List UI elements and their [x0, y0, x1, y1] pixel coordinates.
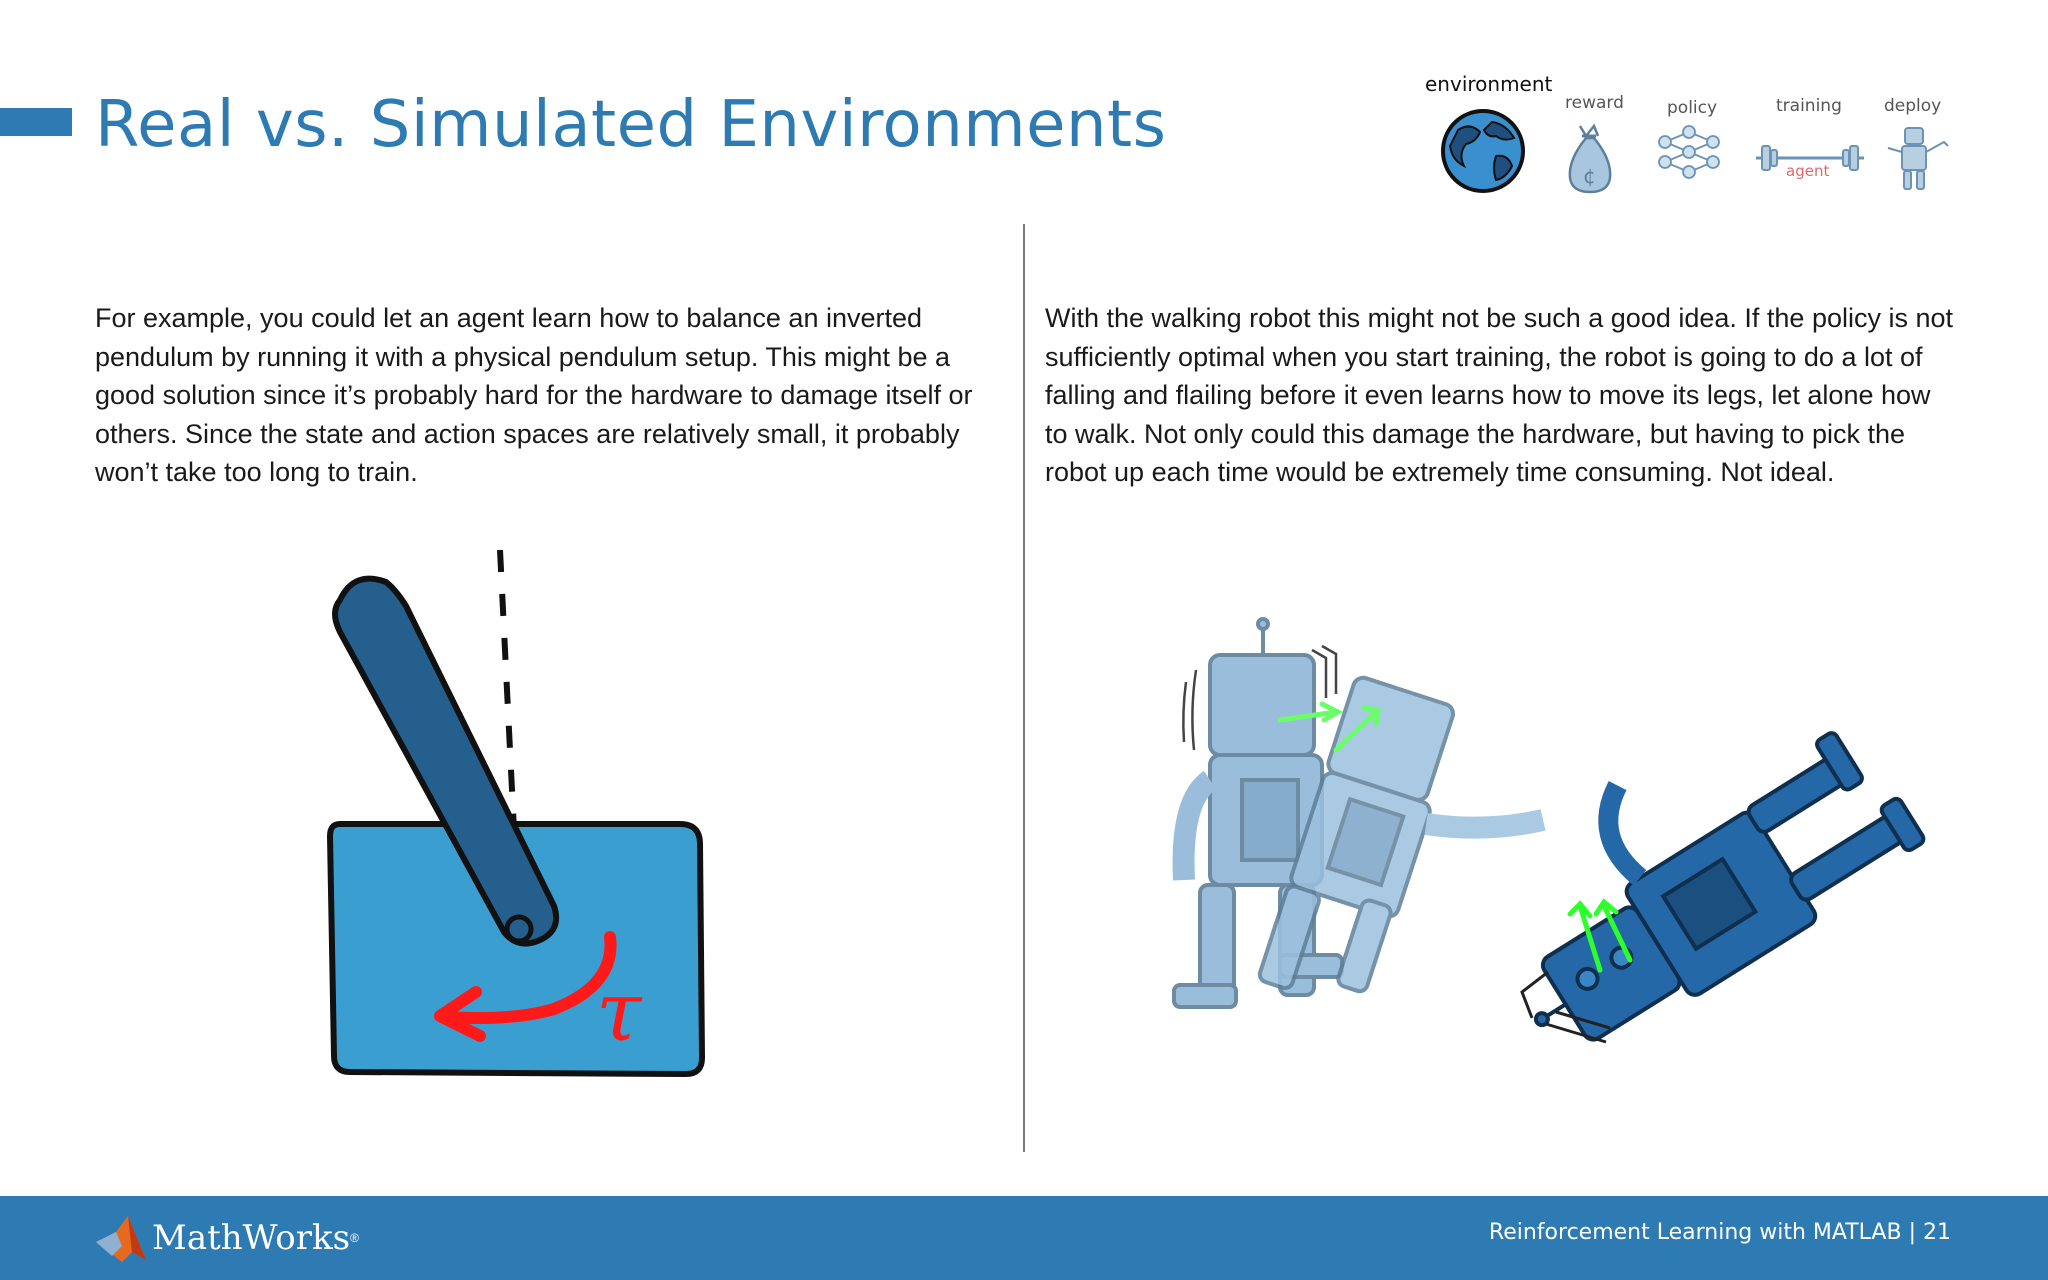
step-label-policy: policy — [1667, 98, 1718, 118]
pivot-joint — [507, 917, 531, 941]
column-divider — [1023, 224, 1025, 1152]
step-label-training: training — [1776, 96, 1842, 116]
step-label-reward: reward — [1565, 93, 1624, 113]
inverted-pendulum-graphic — [300, 530, 740, 1090]
robot-falling-active — [1453, 663, 1930, 1075]
neural-network-icon — [1659, 126, 1719, 178]
footer-course-page — [1489, 1220, 1951, 1245]
left-paragraph: For example, you could let an agent learn how to balance an inverted pendulum by running it with a physical pendulum setup. This might be a good solution since it’s probably hard for the hardware to damage itself or others. Since the state and action spaces are relatively small, it probably won’t take too long to train. — [95, 303, 973, 487]
step-label-environment: environment — [1425, 72, 1553, 96]
barbell-icon — [1756, 146, 1864, 180]
footer-separator: | — [1908, 1220, 1916, 1245]
title-accent-bar — [0, 108, 72, 136]
workflow-progress-graphic — [1410, 70, 1970, 200]
membrane-logo-icon — [92, 1212, 150, 1264]
falling-robots-graphic — [1160, 610, 1930, 1080]
workflow-progress — [1410, 70, 1970, 200]
course-title: Reinforcement Learning with MATLAB — [1488, 1220, 1902, 1245]
inverted-pendulum-illustration — [300, 530, 740, 1090]
cent-symbol: ¢ — [1583, 164, 1596, 188]
robot-icon — [1888, 128, 1948, 189]
step-label-deploy: deploy — [1884, 96, 1942, 116]
torque-symbol: τ — [596, 965, 642, 1060]
brand-name: MathWorks — [152, 1218, 351, 1258]
barbell-agent-text: agent — [1786, 162, 1830, 180]
right-paragraph: With the walking robot this might not be such a good idea. If the policy is not sufficiently optimal when you start training, the robot is going to do a lot of falling and flailing before it even learns how to move its legs, let alone how to walk. Not only could this damage the hardware, but having to pick the robot up each time would be extremely time consuming. Not ideal. — [1045, 303, 1954, 487]
globe-icon — [1443, 111, 1523, 191]
falling-robots-illustration — [1160, 610, 1930, 1080]
page-number: 21 — [1923, 1220, 1951, 1245]
mathworks-logo — [92, 1212, 359, 1264]
slide-title: Real vs. Simulated Environments — [95, 88, 1167, 162]
money-bag-icon — [1570, 126, 1610, 192]
registered-mark: ® — [350, 1231, 359, 1245]
vertical-reference-line — [500, 550, 514, 830]
